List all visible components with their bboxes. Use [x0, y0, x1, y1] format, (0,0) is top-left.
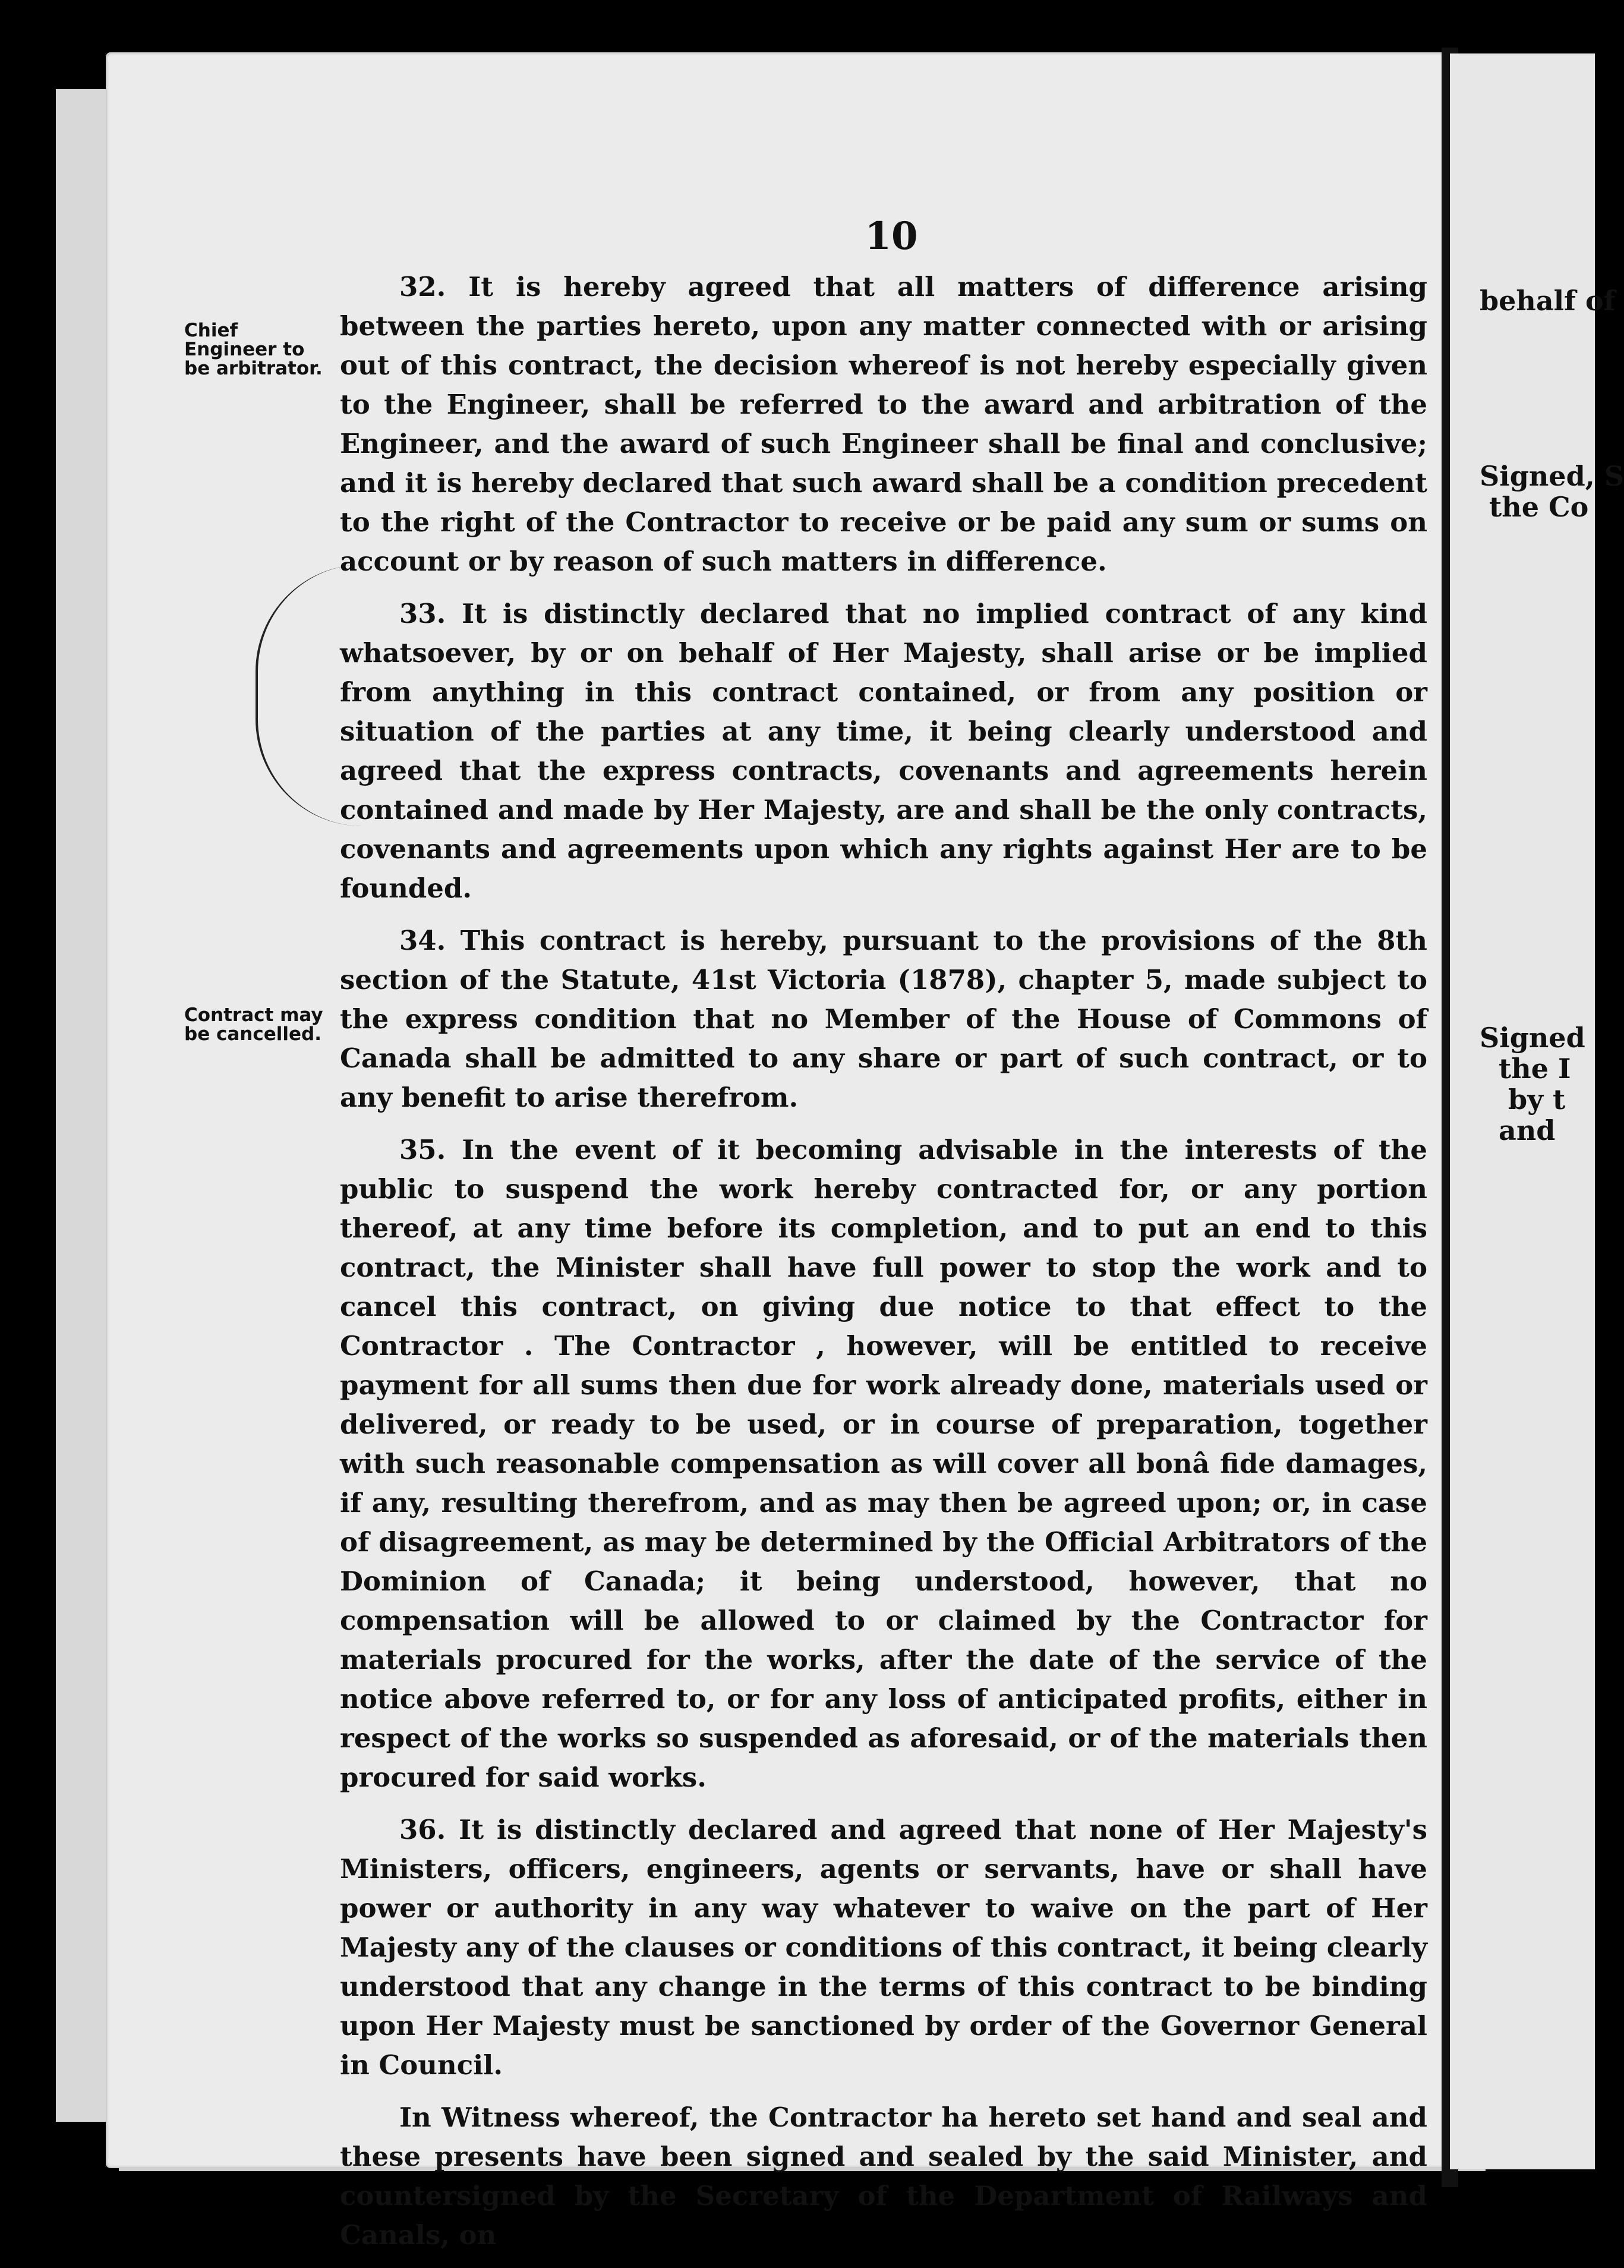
- witness-clause: In Witness whereof, the Contractor ha hereto set hand and seal and these presents have been signed and sealed by the said Minister, and countersigned by the Secretary of the Department of Railways and Canals, on: [340, 2102, 1427, 2251]
- facing-page-fragment-1: behalf of: [1480, 285, 1616, 317]
- clause-36: 36. It is distinctly declared and agreed that none of Her Majesty's Ministers, officers, engineers, agents or servants, have or shall have power or authority in any way whatever to waive on the part of Her Majesty any of the clauses or conditions of this contract, it being clearly understood that any change in the terms of this contract to be binding upon Her Majesty must be sanctioned by order of the Governor General in Council.: [340, 1814, 1427, 2081]
- margin-note-chief-engineer: Chief Engineer to be arbitrator.: [184, 320, 323, 379]
- clause-33: 33. It is distinctly declared that no implied contract of any kind whatsoever, by or on behalf of Her Majesty, shall arise or be implied from anything in this contract contained, or from any position or situation of the parties at any time, it being clearly understood and agreed that the express contracts, covenants and agreements herein contained and made by Her Majesty, are and shall be the only contracts, covenants and agreements upon which any rights against Her are to be founded.: [340, 598, 1427, 904]
- clause-32: 32. It is hereby agreed that all matters of difference arising between the parties hereto, upon any matter connected with or arising out of this contract, the decision whereof is not hereby especially given to the Engineer, shall be referred to the award and arbitration of the Engineer, and the award of such Engineer shall be final and conclusive; and it is hereby declared that such award shall be a condition precedent to the right of the Contractor to receive or be paid any sum or sums on account or by reason of such matters in difference.: [340, 271, 1427, 577]
- facing-page-fragment-3: Signed the I by t and: [1480, 1022, 1585, 1146]
- contract-body: [340, 267, 1427, 2268]
- facing-page-fragment-2: Signed, S the Co: [1480, 460, 1624, 523]
- page-number: 10: [865, 214, 918, 259]
- page-stack-edge: [56, 89, 111, 2122]
- margin-note-contract-cancelled: Contract may be cancelled.: [184, 1004, 323, 1045]
- clause-35: 35. In the event of it becoming advisable in the interests of the public to suspend the work hereby contracted for, or any portion thereof, at any time before its completion, and to put an end to this contract, the Minister shall have full power to stop the work and to cancel this contract, on giving due notice to that effect to the Contractor . The Contractor , however, will be entitled to receive payment for all sums then due for work already done, materials used or delivered, or ready to be used, or in course of preparation, together with such reasonable compensation as will cover all bonâ fide damages, if any, resulting therefrom, and as may then be agreed upon; or, in case of disagreement, as may be determined by the Official Arbitrators of the Dominion of Canada; it being understood, however, that no compensation will be allowed to or claimed by the Contractor for materials procured for the works, after the date of the service of the notice above referred to, or for any loss of anticipated profits, either in respect of the works so suspended as aforesaid, or of the materials then procured for said works.: [340, 1134, 1427, 1793]
- clause-34: 34. This contract is hereby, pursuant to the provisions of the 8th section of the Statute, 41st Victoria (1878), chapter 5, made subject to the express condition that no Member of the House of Commons of Canada shall be admitted to any share or part of such contract, or to any benefit to arise therefrom.: [340, 925, 1427, 1113]
